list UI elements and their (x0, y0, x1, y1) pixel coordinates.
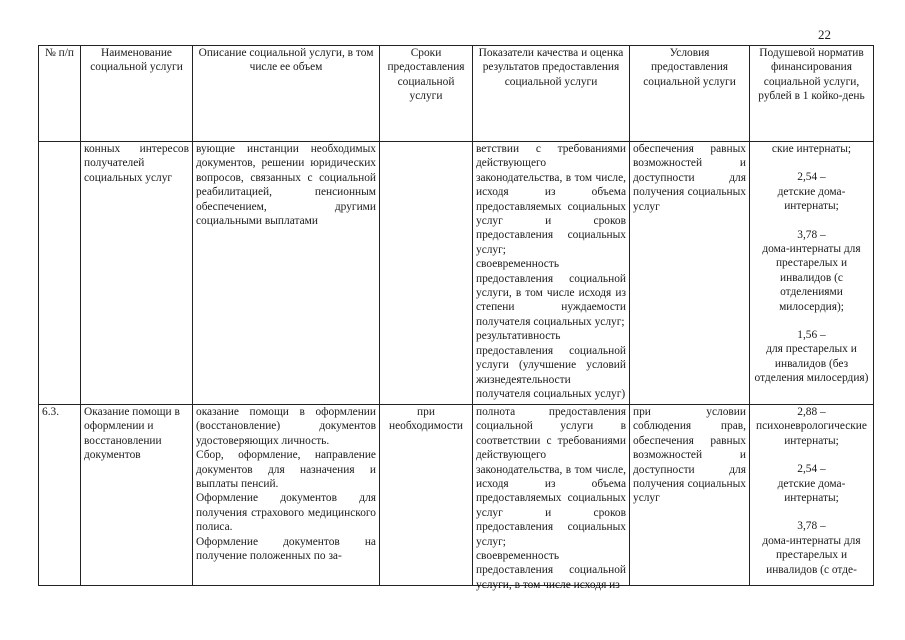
row2-num: 6.3. (39, 405, 81, 586)
row1-norm-text1: детские дома-интернаты; (777, 185, 846, 213)
header-terms: Сроки предоставления социальной услуги (380, 46, 473, 142)
row1-conditions: обеспечения равных возможностей и доступности для получения социальных услуг (630, 142, 750, 405)
row2-description-p2: Сбор, оформление, направление документов для назначения и выплаты пенсий. (196, 449, 376, 491)
row1-quality (473, 142, 630, 405)
row1-num (39, 142, 81, 405)
row2-norm-text0: психоневрологические интернаты; (756, 420, 867, 447)
header-name: Наименование социальной услуги (81, 46, 193, 142)
row2-terms: при необходимости (380, 405, 473, 586)
header-num: № п/п (39, 46, 81, 142)
row2-description-p3: Оформление документов для получения страхового медицинского полиса. (196, 492, 376, 534)
header-conditions: Условия предоставления социальной услуги (630, 46, 750, 142)
row2-norm-text1: детские дома-интернаты; (777, 477, 846, 505)
row1-quality-p1: ветствии с требованиями действующего законодательства, в том числе, исходя из объема предоставляемых социальных услуг и сроков предоставления социальных услуг; (476, 143, 626, 256)
row1-name: конных интересов получателей социальных услуг (81, 142, 193, 405)
row1-norm-text3: для престарелых и инвалидов (без отделения милосердия) (754, 343, 869, 385)
row2-description-p1: оказание помощи в оформлении (восстановление) документов удостоверяющих личность. (196, 406, 376, 447)
services-table (38, 45, 874, 591)
row1-norm-text2: дома-интернаты для престарелых и инвалидов (с отделениями милосердия); (762, 243, 861, 313)
row2-quality-p2: своевременность предоставления социальной услуги, в том числе исходя из (476, 550, 626, 591)
table-row (39, 405, 874, 586)
row1-norm-text0: ские интернаты; (771, 143, 852, 155)
page-number: 22 (818, 27, 831, 42)
row2-quality (473, 405, 630, 591)
row1-quality-p3: результативность предоставления социальной услуги (улучшение условий жизнедеятельности получателя социальных услуг) (476, 330, 626, 400)
row1-norm-value1: 2,54 – (797, 171, 826, 184)
row1-norm-value3: 1,56 – (797, 329, 826, 342)
header-quality: Показатели качества и оценка результатов предоставления социальной услуги (473, 46, 630, 142)
row1-description: вующие инстанции необходимых документов, решении юридических вопросов, связанных с социальной реабилитацией, пенсионным обеспечением, другими социальными выплатами (193, 142, 380, 405)
row2-quality-p1: полнота предоставления социальной услуги в соответствии с требованиями действующего законодательства, в том числе, исходя из объема предоставляемых социальных услуг и сроков предоставления социальных услуг; (476, 406, 626, 548)
header-norm: Подушевой норматив финансирования социальной услуги, рублей в 1 койко-день (750, 46, 874, 142)
row2-norm (750, 405, 874, 586)
row1-norm-value2: 3,78 – (797, 228, 826, 241)
row2-name: Оказание помощи в оформлении и восстановлении документов (81, 405, 193, 586)
table-row (39, 142, 874, 405)
row1-terms (380, 142, 473, 405)
row2-norm-value2: 3,78 – (797, 520, 826, 533)
row2-norm-value1: 2,54 – (797, 463, 826, 476)
row1-quality-p2: своевременность предоставления социальной услуги, в том числе исходя из степени нуждаемости получателя социальных услуг; (476, 258, 626, 328)
row2-norm-text2: дома-интернаты для престарелых и инвалидов (с отде- (762, 534, 861, 576)
header-description: Описание социальной услуги, в том числе ее объем (193, 46, 380, 142)
header-row (39, 46, 874, 142)
row2-description (193, 405, 380, 586)
row2-description-p4: Оформление документов на получение положенных по за- (196, 535, 376, 563)
row2-conditions: при условии соблюдения прав, обеспечения равных возможностей и доступности для получения социальных услуг (630, 405, 750, 586)
row1-norm (750, 142, 874, 405)
row2-norm-value0: 2,88 – (797, 406, 826, 418)
